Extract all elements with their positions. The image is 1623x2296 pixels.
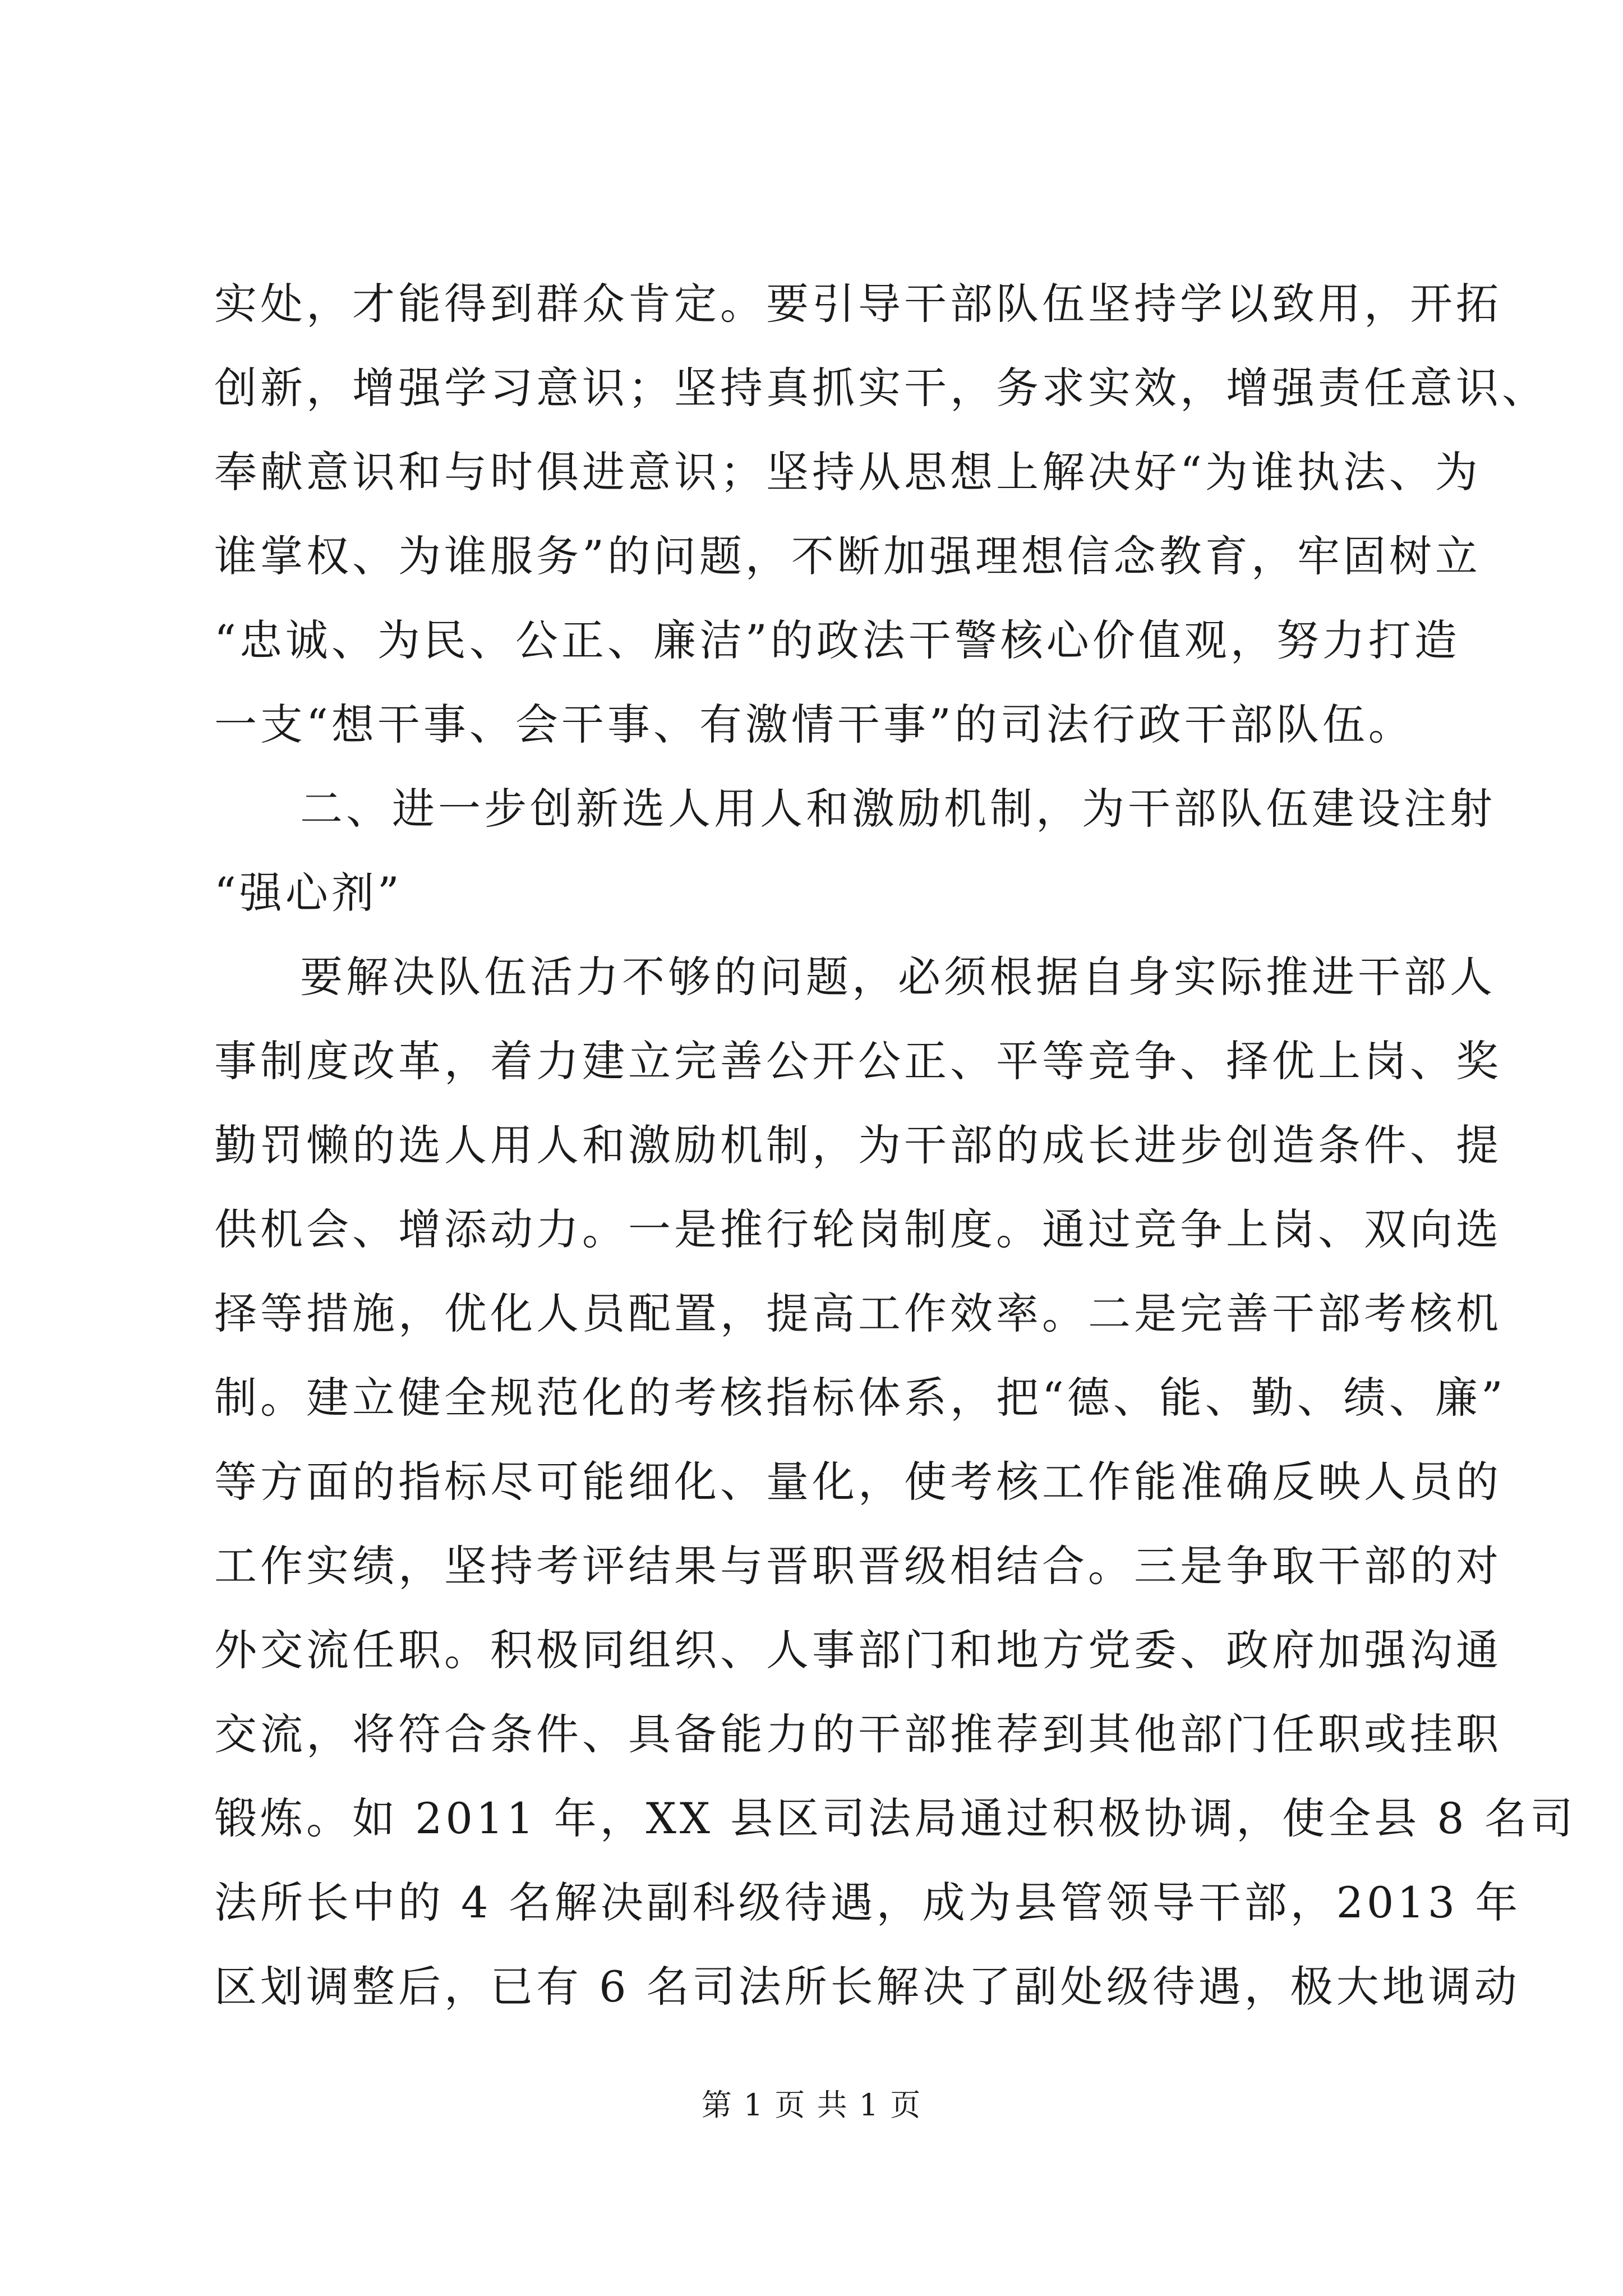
text-line: 奉献意识和与时俱进意识；坚持从思想上解决好“为谁执法、为	[214, 447, 1481, 497]
text-line: 外交流任职。积极同组织、人事部门和地方党委、政府加强沟通	[214, 1625, 1502, 1675]
text-line: 区划调整后，已有 6 名司法所长解决了副处级待遇，极大地调动	[214, 1962, 1520, 2012]
text-line: 要解决队伍活力不够的问题，必须根据自身实际推进干部人	[300, 952, 1496, 1002]
text-line: 实处，才能得到群众肯定。要引导干部队伍坚持学以致用，开拓	[214, 279, 1502, 329]
text-line: 锻炼。如 2011 年，XX 县区司法局通过积极协调，使全县 8 名司	[214, 1793, 1576, 1843]
text-line: 择等措施，优化人员配置，提高工作效率。二是完善干部考核机	[214, 1289, 1502, 1338]
text-line: 创新，增强学习意识；坚持真抓实干，务求实效，增强责任意识、	[214, 363, 1548, 413]
page-footer: 第 1 页 共 1 页	[701, 2087, 922, 2123]
text-line: 交流，将符合条件、具备能力的干部推荐到其他部门任职或挂职	[214, 1709, 1502, 1759]
text-line: 勤罚懒的选人用人和激励机制，为干部的成长进步创造条件、提	[214, 1120, 1502, 1170]
text-line: “忠诚、为民、公正、廉洁”的政法干警核心价值观，努力打造	[214, 615, 1460, 665]
section-heading-line: “强心剂”	[214, 868, 403, 918]
text-line: 谁掌权、为谁服务”的问题，不断加强理想信念教育，牢固树立	[214, 531, 1481, 581]
text-line: 工作实绩，坚持考评结果与晋职晋级相结合。三是争取干部的对	[214, 1541, 1502, 1591]
section-heading-line: 二、进一步创新选人用人和激励机制，为干部队伍建设注射	[300, 784, 1496, 834]
text-line: 事制度改革，着力建立完善公开公正、平等竞争、择优上岗、奖	[214, 1036, 1502, 1086]
text-line: 供机会、增添动力。一是推行轮岗制度。通过竞争上岗、双向选	[214, 1204, 1502, 1254]
text-line: 法所长中的 4 名解决副科级待遇，成为县管领导干部，2013 年	[214, 1878, 1521, 1927]
text-line: 等方面的指标尽可能细化、量化，使考核工作能准确反映人员的	[214, 1457, 1502, 1507]
text-line: 一支“想干事、会干事、有激情干事”的司法行政干部队伍。	[214, 700, 1414, 749]
text-line: 制。建立健全规范化的考核指标体系，把“德、能、勤、绩、廉”	[214, 1373, 1506, 1423]
